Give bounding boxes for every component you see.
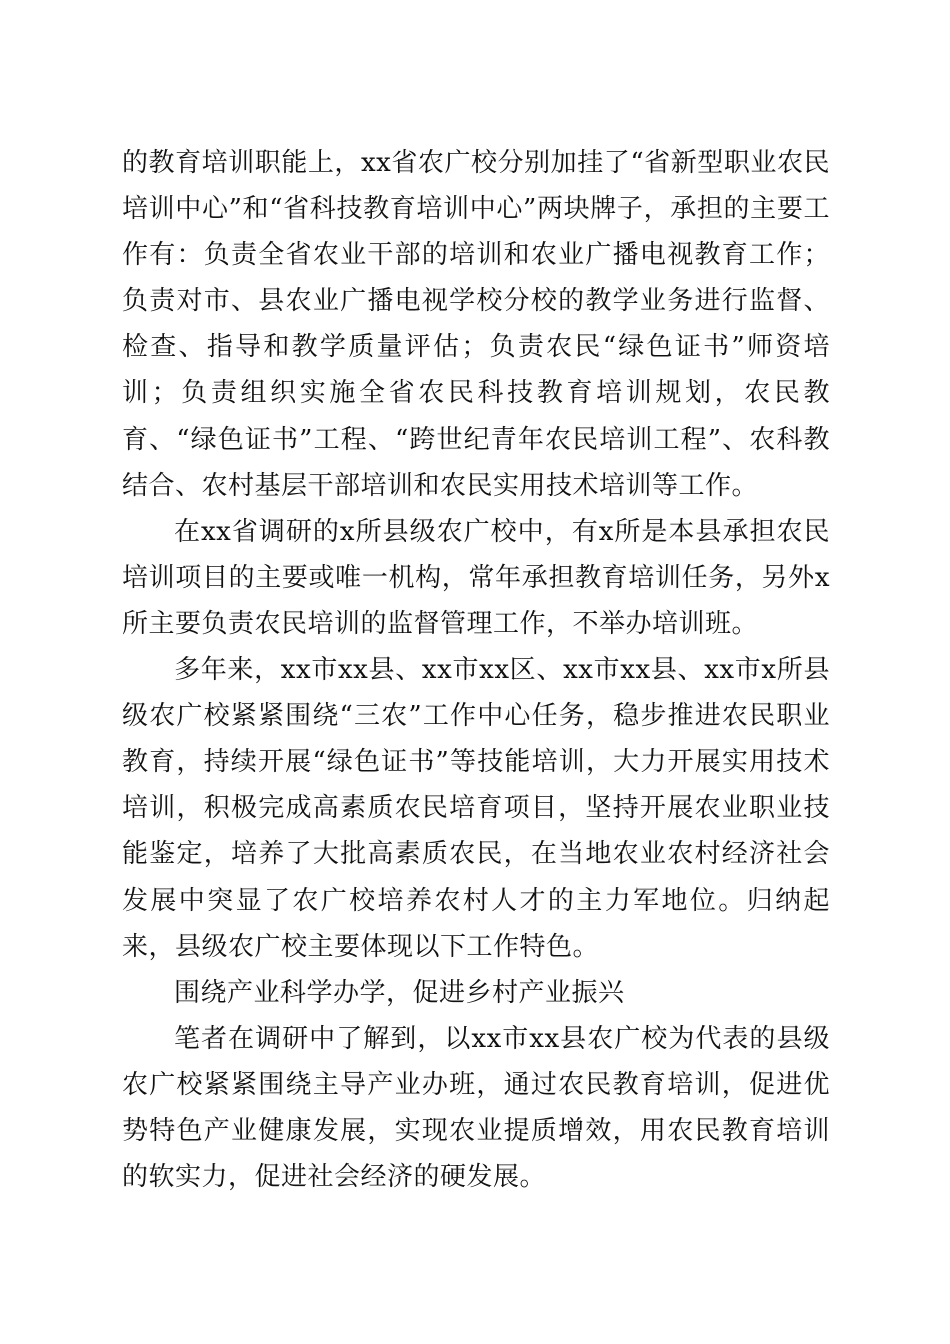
paragraph: 在xx省调研的x所县级农广校中，有x所是本县承担农民培训项目的主要或唯一机构，常年承担教育培训任务，另外x所主要负责农民培训的监督管理工作，不举办培训班。 [122, 516, 830, 639]
paragraph-continued: 的教育培训职能上，xx省农广校分别加挂了“省新型职业农民培训中心”和“省科技教育培训中心”两块牌子，承担的主要工作有：负责全省农业干部的培训和农业广播电视教育工作；负责对市、县农业广播电视学校分校的教学业务进行监督、检查、指导和教学质量评估；负责农民“绿色证书”师资培训；负责组织实施全省农民科技教育培训规划，农民教育、“绿色证书”工程、“跨世纪青年农民培训工程”、农科教结合、农村基层干部培训和农民实用技术培训等工作。 [122, 148, 830, 501]
document-body [122, 140, 830, 1200]
paragraph: 多年来，xx市xx县、xx市xx区、xx市xx县、xx市x所县级农广校紧紧围绕“三农”工作中心任务，稳步推进农民职业教育，持续开展“绿色证书”等技能培训，大力开展实用技术培训，积极完成高素质农民培育项目，坚持开展农业职业技能鉴定，培养了大批高素质农民，在当地农业农村经济社会发展中突显了农广校培养农村人才的主力军地位。归纳起来，县级农广校主要体现以下工作特色。 [122, 655, 830, 962]
paragraph: 笔者在调研中了解到，以xx市xx县农广校为代表的县级农广校紧紧围绕主导产业办班，通过农民教育培训，促进优势特色产业健康发展，实现农业提质增效，用农民教育培训的软实力，促进社会经济的硬发展。 [122, 1023, 830, 1193]
section-heading: 围绕产业科学办学，促进乡村产业振兴 [174, 977, 625, 1008]
